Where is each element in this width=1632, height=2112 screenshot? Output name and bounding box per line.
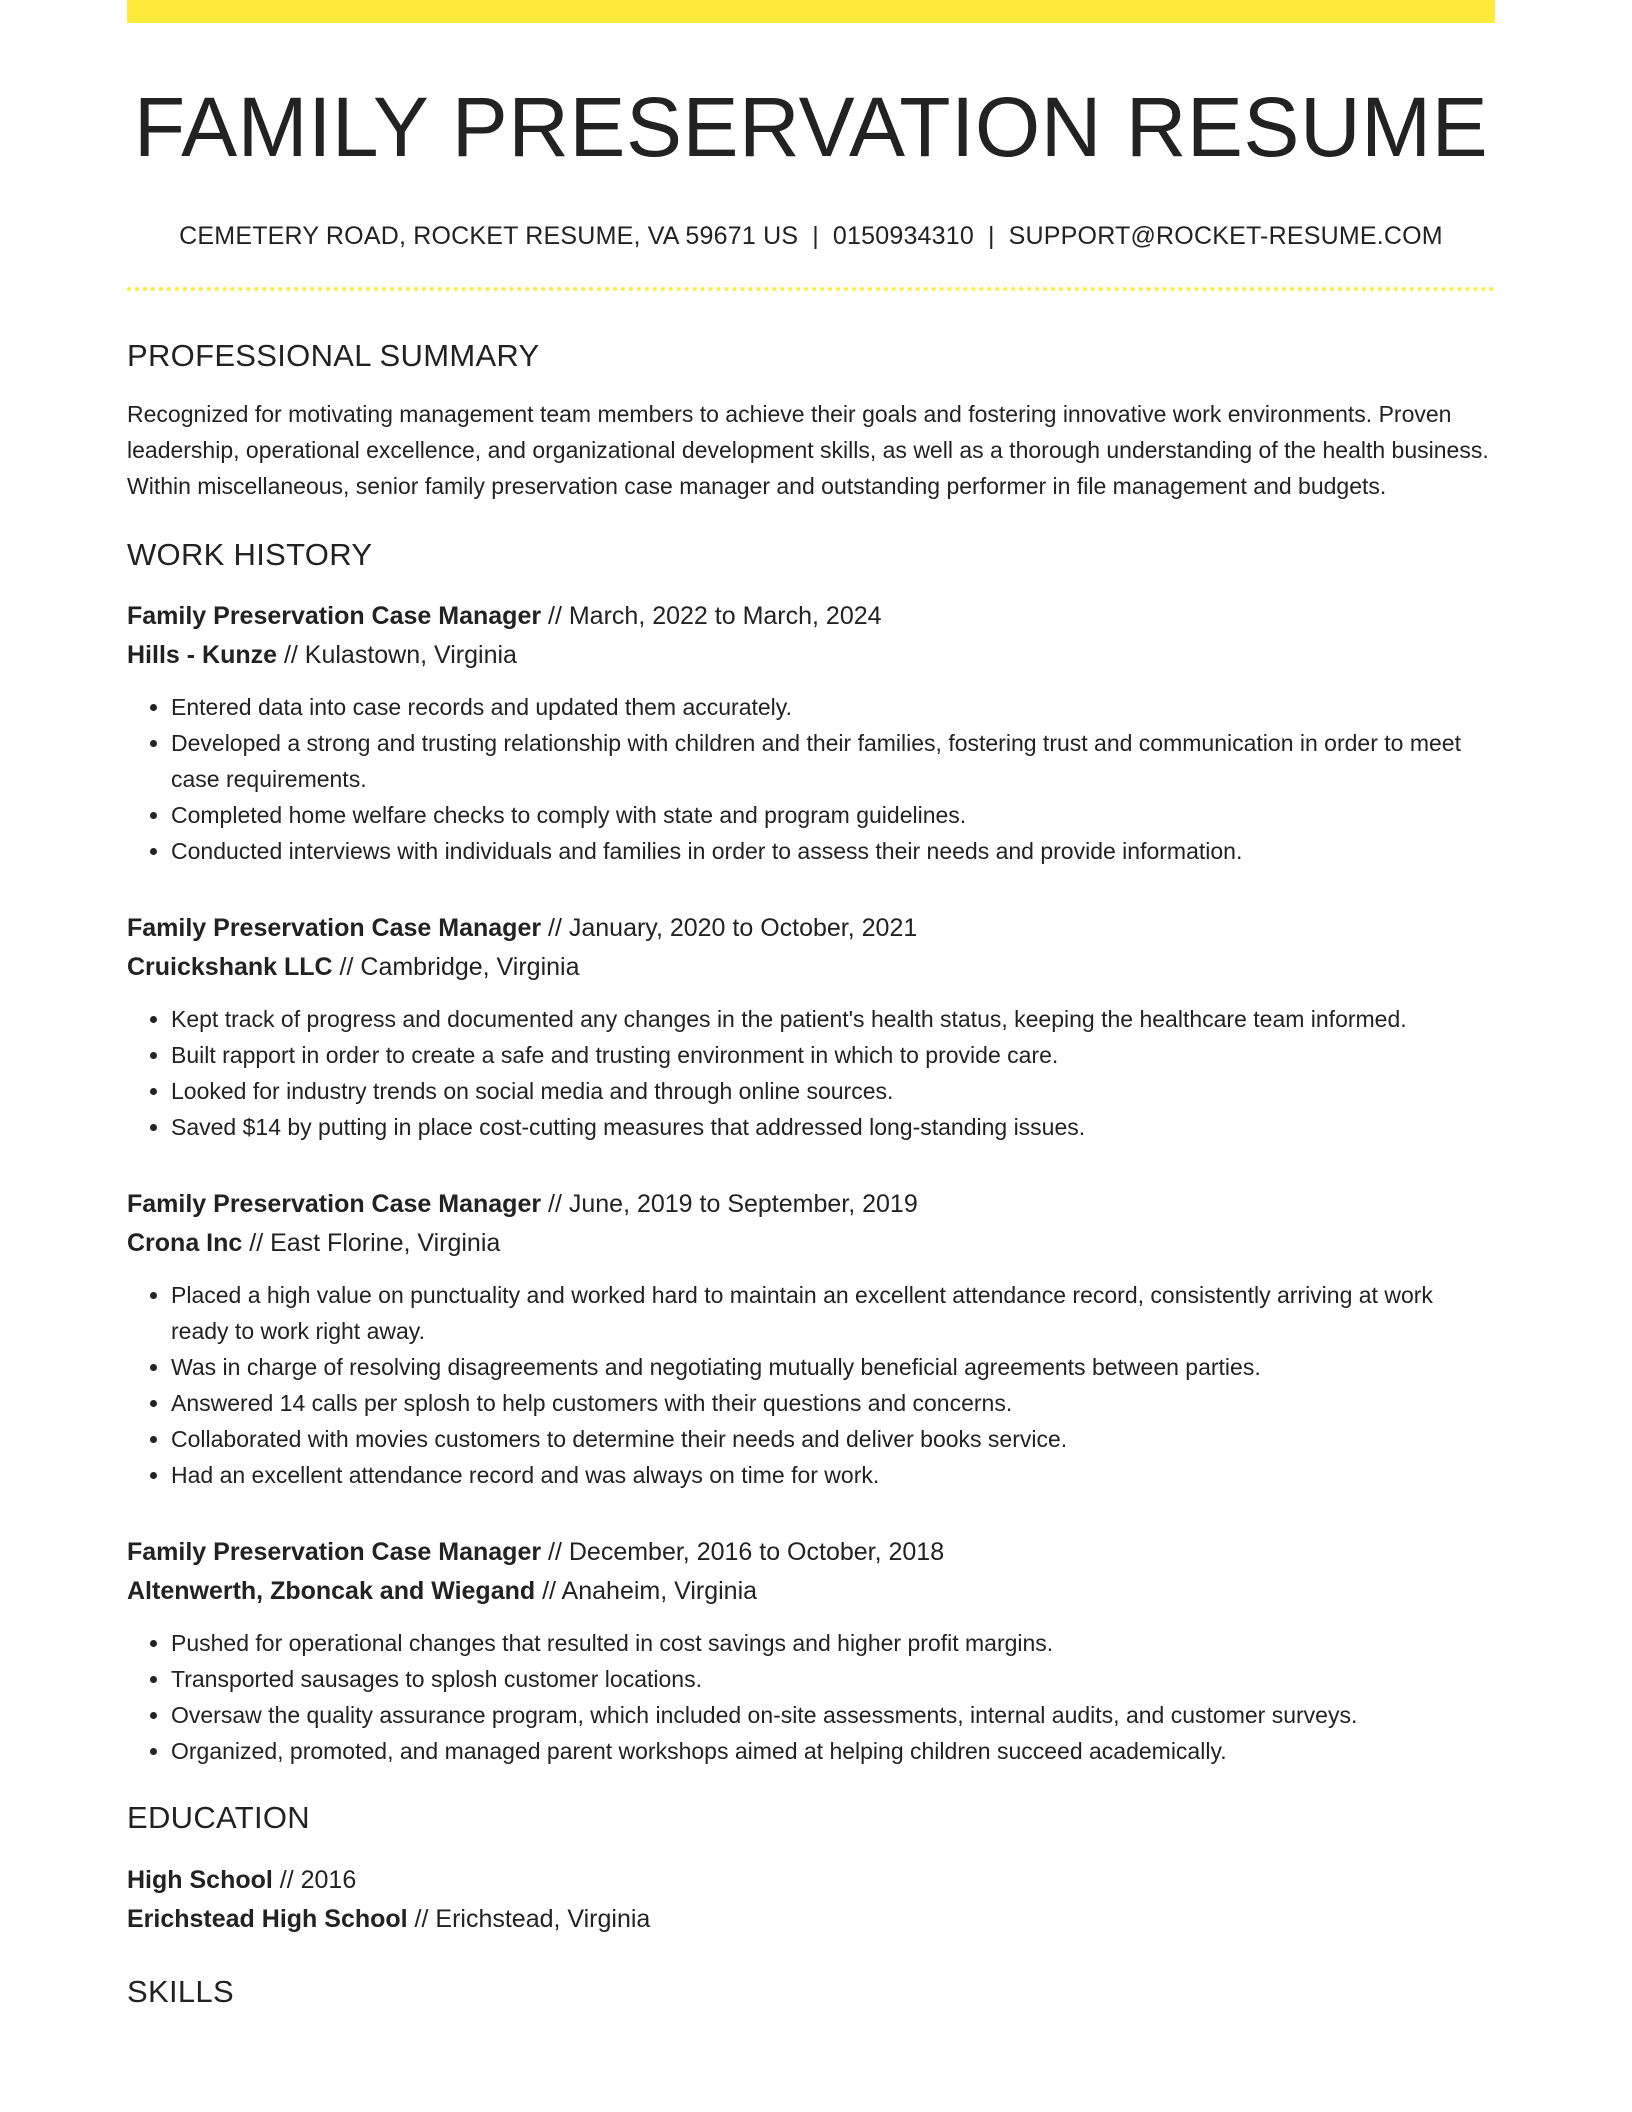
job-title-line: [127, 1185, 1495, 1224]
contact-line: [127, 221, 1495, 251]
job-company: Cruickshank LLC: [127, 953, 333, 982]
job-dates: // March, 2022 to March, 2024: [541, 602, 882, 631]
job-dates: // December, 2016 to October, 2018: [541, 1538, 945, 1567]
skills-heading: SKILLS: [127, 1973, 234, 2009]
education-heading: EDUCATION: [127, 1800, 310, 1836]
job-company-line: [127, 948, 1495, 987]
job-bullet: • Saved $14 by putting in place cost-cutting measures that addressed long-standing issues.: [171, 1109, 1495, 1145]
education-school: Erichstead High School: [127, 1904, 408, 1933]
job-bullet: • Collaborated with movies customers to determine their needs and deliver books service.: [171, 1421, 1495, 1457]
job-entry: [127, 1185, 1495, 1493]
job-bullet: • Placed a high value on punctuality and worked hard to maintain an excellent attendance record, consistently arriving at work ready to work right away.: [171, 1277, 1495, 1349]
resume-page: [127, 0, 1495, 2010]
education-school-line: [127, 1900, 1495, 1939]
contact-address: CEMETERY ROAD, ROCKET RESUME, VA 59671 US: [179, 222, 799, 250]
job-bullet: • Pushed for operational changes that resulted in cost savings and higher profit margins.: [171, 1625, 1495, 1661]
contact-phone: 0150934310: [832, 222, 974, 250]
job-title-line: [127, 1533, 1495, 1572]
job-bullet: • Answered 14 calls per splosh to help customers with their questions and concerns.: [171, 1385, 1495, 1421]
job-bullets: [127, 1625, 1495, 1769]
job-title: Family Preservation Case Manager: [127, 602, 542, 631]
summary-heading: PROFESSIONAL SUMMARY: [127, 338, 540, 373]
job-company-line: [127, 636, 1495, 675]
contact-separator: |: [812, 222, 819, 250]
education-year: // 2016: [272, 1865, 357, 1894]
education-entry: [127, 1861, 1495, 1939]
accent-top-bar: [127, 0, 1495, 23]
job-bullet: • Built rapport in order to create a safe and trusting environment in which to provide care.: [171, 1037, 1495, 1073]
job-title-line: [127, 597, 1495, 636]
summary-text: Recognized for motivating management team members to achieve their goals and fostering innovative work environments. Proven leadership, operational excellence, and organizational development skills, as well as a thorough understanding of the health business. Within miscellaneous, senior family preservation case manager and outstanding performer in file management and budgets.: [127, 401, 1489, 500]
job-location: // Cambridge, Virginia: [332, 953, 580, 982]
education-degree-line: [127, 1861, 1495, 1900]
job-bullets: [127, 1277, 1495, 1493]
job-entry: [127, 597, 1495, 869]
job-bullet: • Had an excellent attendance record and was always on time for work.: [171, 1457, 1495, 1493]
dotted-divider: [127, 287, 1495, 291]
job-title: Family Preservation Case Manager: [127, 1190, 542, 1219]
education-location: // Erichstead, Virginia: [407, 1904, 651, 1933]
job-location: // Kulastown, Virginia: [277, 641, 517, 670]
job-title-line: [127, 909, 1495, 948]
job-bullets: [127, 689, 1495, 869]
job-bullet: • Oversaw the quality assurance program, which included on-site assessments, internal audits, and customer surveys.: [171, 1697, 1495, 1733]
job-entry: [127, 909, 1495, 1145]
job-company-line: [127, 1224, 1495, 1263]
resume-title: FAMILY PRESERVATION RESUME: [133, 80, 1489, 174]
job-bullet: • Completed home welfare checks to comply with state and program guidelines.: [171, 797, 1495, 833]
job-bullet: • Entered data into case records and updated them accurately.: [171, 689, 1495, 725]
contact-separator: |: [987, 222, 995, 250]
job-company-line: [127, 1572, 1495, 1611]
job-location: // Anaheim, Virginia: [535, 1577, 758, 1606]
job-bullet: • Organized, promoted, and managed parent workshops aimed at helping children succeed academically.: [171, 1733, 1495, 1769]
job-bullet: • Transported sausages to splosh customer locations.: [171, 1661, 1495, 1697]
job-dates: // January, 2020 to October, 2021: [541, 914, 918, 943]
job-bullet: • Developed a strong and trusting relationship with children and their families, fostering trust and communication in order to meet case requirements.: [171, 725, 1495, 797]
job-bullet: • Was in charge of resolving disagreements and negotiating mutually beneficial agreements between parties.: [171, 1349, 1495, 1385]
job-entry: [127, 1533, 1495, 1769]
job-company: Crona Inc: [127, 1229, 243, 1258]
job-bullets: [127, 1001, 1495, 1145]
job-company: Hills - Kunze: [127, 641, 278, 670]
job-company: Altenwerth, Zboncak and Wiegand: [127, 1577, 536, 1606]
job-title: Family Preservation Case Manager: [127, 1538, 542, 1567]
work-history-heading: WORK HISTORY: [127, 537, 373, 573]
job-bullet: • Kept track of progress and documented any changes in the patient's health status, keeping the healthcare team informed.: [171, 1001, 1495, 1037]
job-bullet: • Conducted interviews with individuals and families in order to assess their needs and provide information.: [171, 833, 1495, 869]
contact-email: SUPPORT@ROCKET-RESUME.COM: [1008, 222, 1443, 250]
education-degree: High School: [127, 1865, 273, 1894]
job-bullet: • Looked for industry trends on social media and through online sources.: [171, 1073, 1495, 1109]
job-location: // East Florine, Virginia: [242, 1229, 501, 1258]
job-title: Family Preservation Case Manager: [127, 914, 542, 943]
job-dates: // June, 2019 to September, 2019: [541, 1190, 918, 1219]
